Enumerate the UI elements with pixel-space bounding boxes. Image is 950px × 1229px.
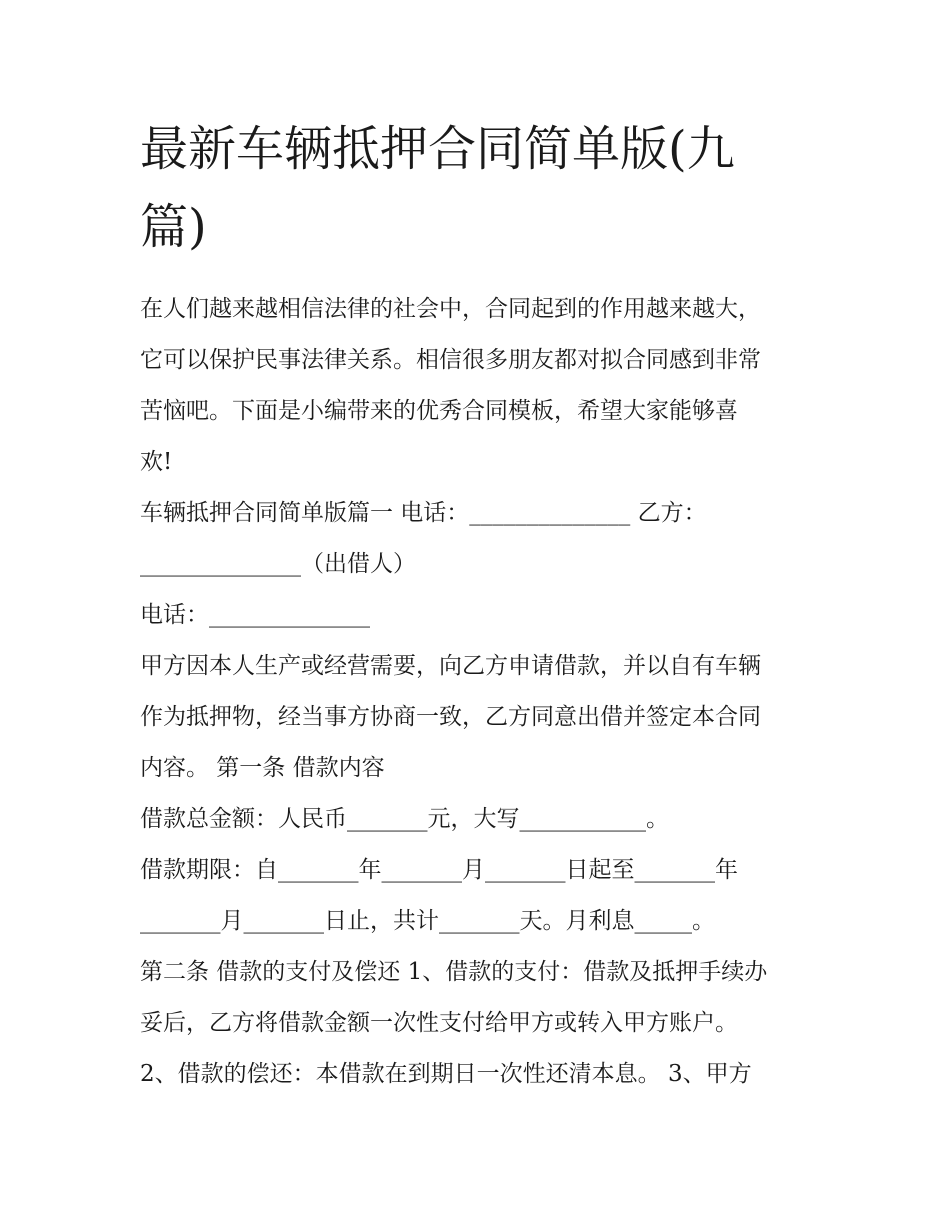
document-title (140, 110, 780, 266)
body-line: 甲方因本人生产或经营需要，向乙方申请借款，并以自有车辆 (140, 653, 761, 679)
body-line: 电话：______________ (140, 602, 370, 628)
body-line: 借款期限：自_______年_______月_______日起至_______年 (140, 857, 738, 883)
body-line: 第二条 借款的支付及偿还 1、借款的支付：借款及抵押手续办 (140, 959, 768, 985)
body-line: 借款总金额：人民币_______元，大写___________。 (140, 806, 669, 832)
body-line: 欢! (140, 449, 173, 475)
title-line-1: 最新车辆抵押合同简单版(九 (140, 121, 735, 177)
body-line: ______________（出借人） (140, 551, 416, 577)
body-line: _______月_______日止，共计_______天。月利息_____。 (140, 908, 715, 934)
body-line: 妥后，乙方将借款金额一次性支付给甲方或转入甲方账户。 (140, 1010, 738, 1036)
document-page (140, 110, 820, 1100)
body-line: 车辆抵押合同简单版篇一 电话：______________ 乙方： (140, 500, 707, 526)
body-line: 内容。 第一条 借款内容 (140, 755, 385, 781)
body-line: 作为抵押物，经当事方协商一致，乙方同意出借并签定本合同 (140, 704, 761, 730)
title-line-2: 篇) (140, 199, 207, 255)
body-line: 苦恼吧。下面是小编带来的优秀合同模板，希望大家能够喜 (140, 398, 738, 424)
body-line: 它可以保护民事法律关系。相信很多朋友都对拟合同感到非常 (140, 347, 761, 373)
body-line: 2、借款的偿还：本借款在到期日一次性还清本息。 3、甲方 (140, 1061, 752, 1087)
body-line: 在人们越来越相信法律的社会中，合同起到的作用越来越大， (140, 296, 761, 322)
document-body (140, 284, 820, 1100)
